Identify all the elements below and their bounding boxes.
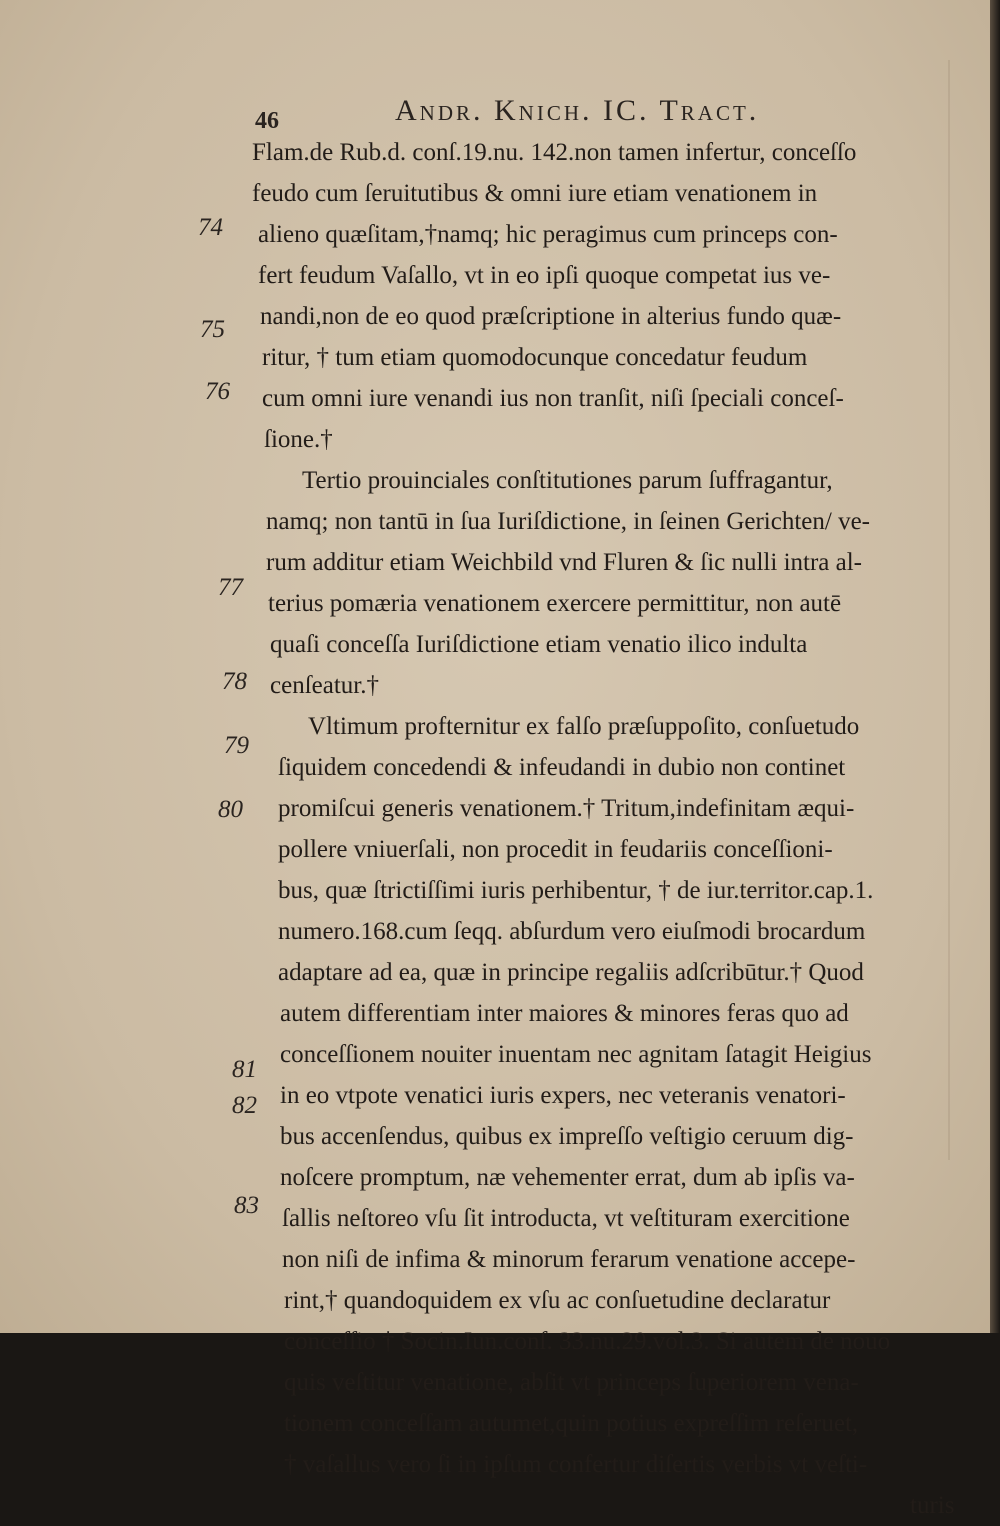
text-line: ritur, † tum etiam quomodocunque concedatur feudum <box>262 344 808 371</box>
margin-number-74: 74 <box>198 214 223 241</box>
text-line: ſione.† <box>264 426 333 453</box>
margin-number-83: 83 <box>234 1192 259 1219</box>
text-line: pollere vniuerſali, non procedit in feudariis conceſſioni- <box>278 836 833 863</box>
text-line: conceſſionem nouiter inuentam nec agnitam ſatagit Heigius <box>280 1041 872 1068</box>
text-line: fert feudum Vaſallo, vt in eo ipſi quoque competat ius ve- <box>258 262 831 289</box>
body-text <box>250 132 970 1526</box>
page-header <box>255 92 895 136</box>
text-line: alieno quæſitam,†namq; hic peragimus cum princeps con- <box>258 221 838 248</box>
text-line: Vltimum profternitur ex falſo præſuppoſito, conſuetudo <box>308 713 860 740</box>
margin-number-78: 78 <box>222 668 247 695</box>
text-line: rint,† quandoquidem ex vſu ac conſuetudine declaratur <box>284 1287 831 1314</box>
text-line: ſallis neſtoreo vſu ſit introducta, vt veſtituram exercitione <box>282 1205 850 1232</box>
text-line: namq; non tantū in ſua Iuriſdictione, in ſeinen Gerichten/ ve- <box>266 508 870 535</box>
text-line: autem differentiam inter maiores & minores feras quo ad <box>280 1000 849 1027</box>
margin-number-82: 82 <box>232 1092 257 1119</box>
margin-number-81: 81 <box>232 1056 257 1083</box>
margin-number-80: 80 <box>218 796 243 823</box>
text-line: conceſſio † Socin.Iun.conſ. 33.nu.29.vol.3. Si autem de nouo <box>284 1328 891 1355</box>
catchword: turis <box>910 1492 955 1519</box>
text-line: Tertio prouinciales conſtitutiones parum ſuffragantur, <box>302 467 833 494</box>
text-line: nandi,non de eo quod præſcriptione in alterius fundo quæ- <box>260 303 842 330</box>
text-line: ſiquidem concedendi & infeudandi in dubio non continet <box>278 754 846 781</box>
page-number: 46 <box>255 108 279 134</box>
text-line: Flam.de Rub.d. conſ.19.nu. 142.non tamen infertur, conceſſo <box>252 139 857 166</box>
margin-number-77: 77 <box>218 574 243 601</box>
text-line: bus, quæ ſtrictiſſimi iuris perhibentur, † de iur.territor.cap.1. <box>278 877 874 904</box>
running-head: Andr. Knich. IC. Tract. <box>395 94 760 127</box>
margin-number-76: 76 <box>205 378 230 405</box>
text-line: terius pomæria venationem exercere permittitur, non autē <box>268 590 842 617</box>
text-line: numero.168.cum ſeqq. abſurdum vero eiuſmodi brocardum <box>278 918 866 945</box>
text-line: quaſi conceſſa Iuriſdictione etiam venatio ilico indulta <box>270 631 808 658</box>
margin-number-79: 79 <box>224 732 249 759</box>
text-line: non niſi de infima & minorum ferarum venatione accepe- <box>282 1246 856 1273</box>
text-line: feudo cum ſeruitutibus & omni iure etiam venationem in <box>252 180 818 207</box>
text-line: adaptare ad ea, quæ in principe regaliis adſcribūtur.† Quod <box>278 959 864 986</box>
text-line: cenſeatur.† <box>270 672 379 699</box>
text-line: rum additur etiam Weichbild vnd Fluren & ſic nulli intra al- <box>266 549 863 576</box>
book-edge-shadow <box>990 0 1000 1333</box>
text-line: in eo vtpote venatici iuris expers, nec veteranis venatori- <box>280 1082 846 1109</box>
text-line: cum omni iure venandi ius non tranſit, niſi ſpeciali conceſ- <box>262 385 844 412</box>
text-line: quis veſtitur venatione, abſit vt princeps ſuperiorem vena- <box>284 1369 859 1396</box>
margin-number-75: 75 <box>200 316 225 343</box>
text-line: tionem conceſſam autumet,quin potius expreſſim reſeruet, <box>284 1410 859 1437</box>
text-line: bus accenſendus, quibus ex impreſſo veſtigio ceruum dig- <box>280 1123 854 1150</box>
text-line: promiſcui generis venationem.† Tritum,indefinitam æqui- <box>278 795 855 822</box>
text-line: noſcere promptum, næ vehementer errat, dum ab ipſis va- <box>280 1164 855 1191</box>
text-line: † vaſallus vero ſi in ipſum confertur diſertis verbis vt veſti- <box>284 1451 868 1478</box>
